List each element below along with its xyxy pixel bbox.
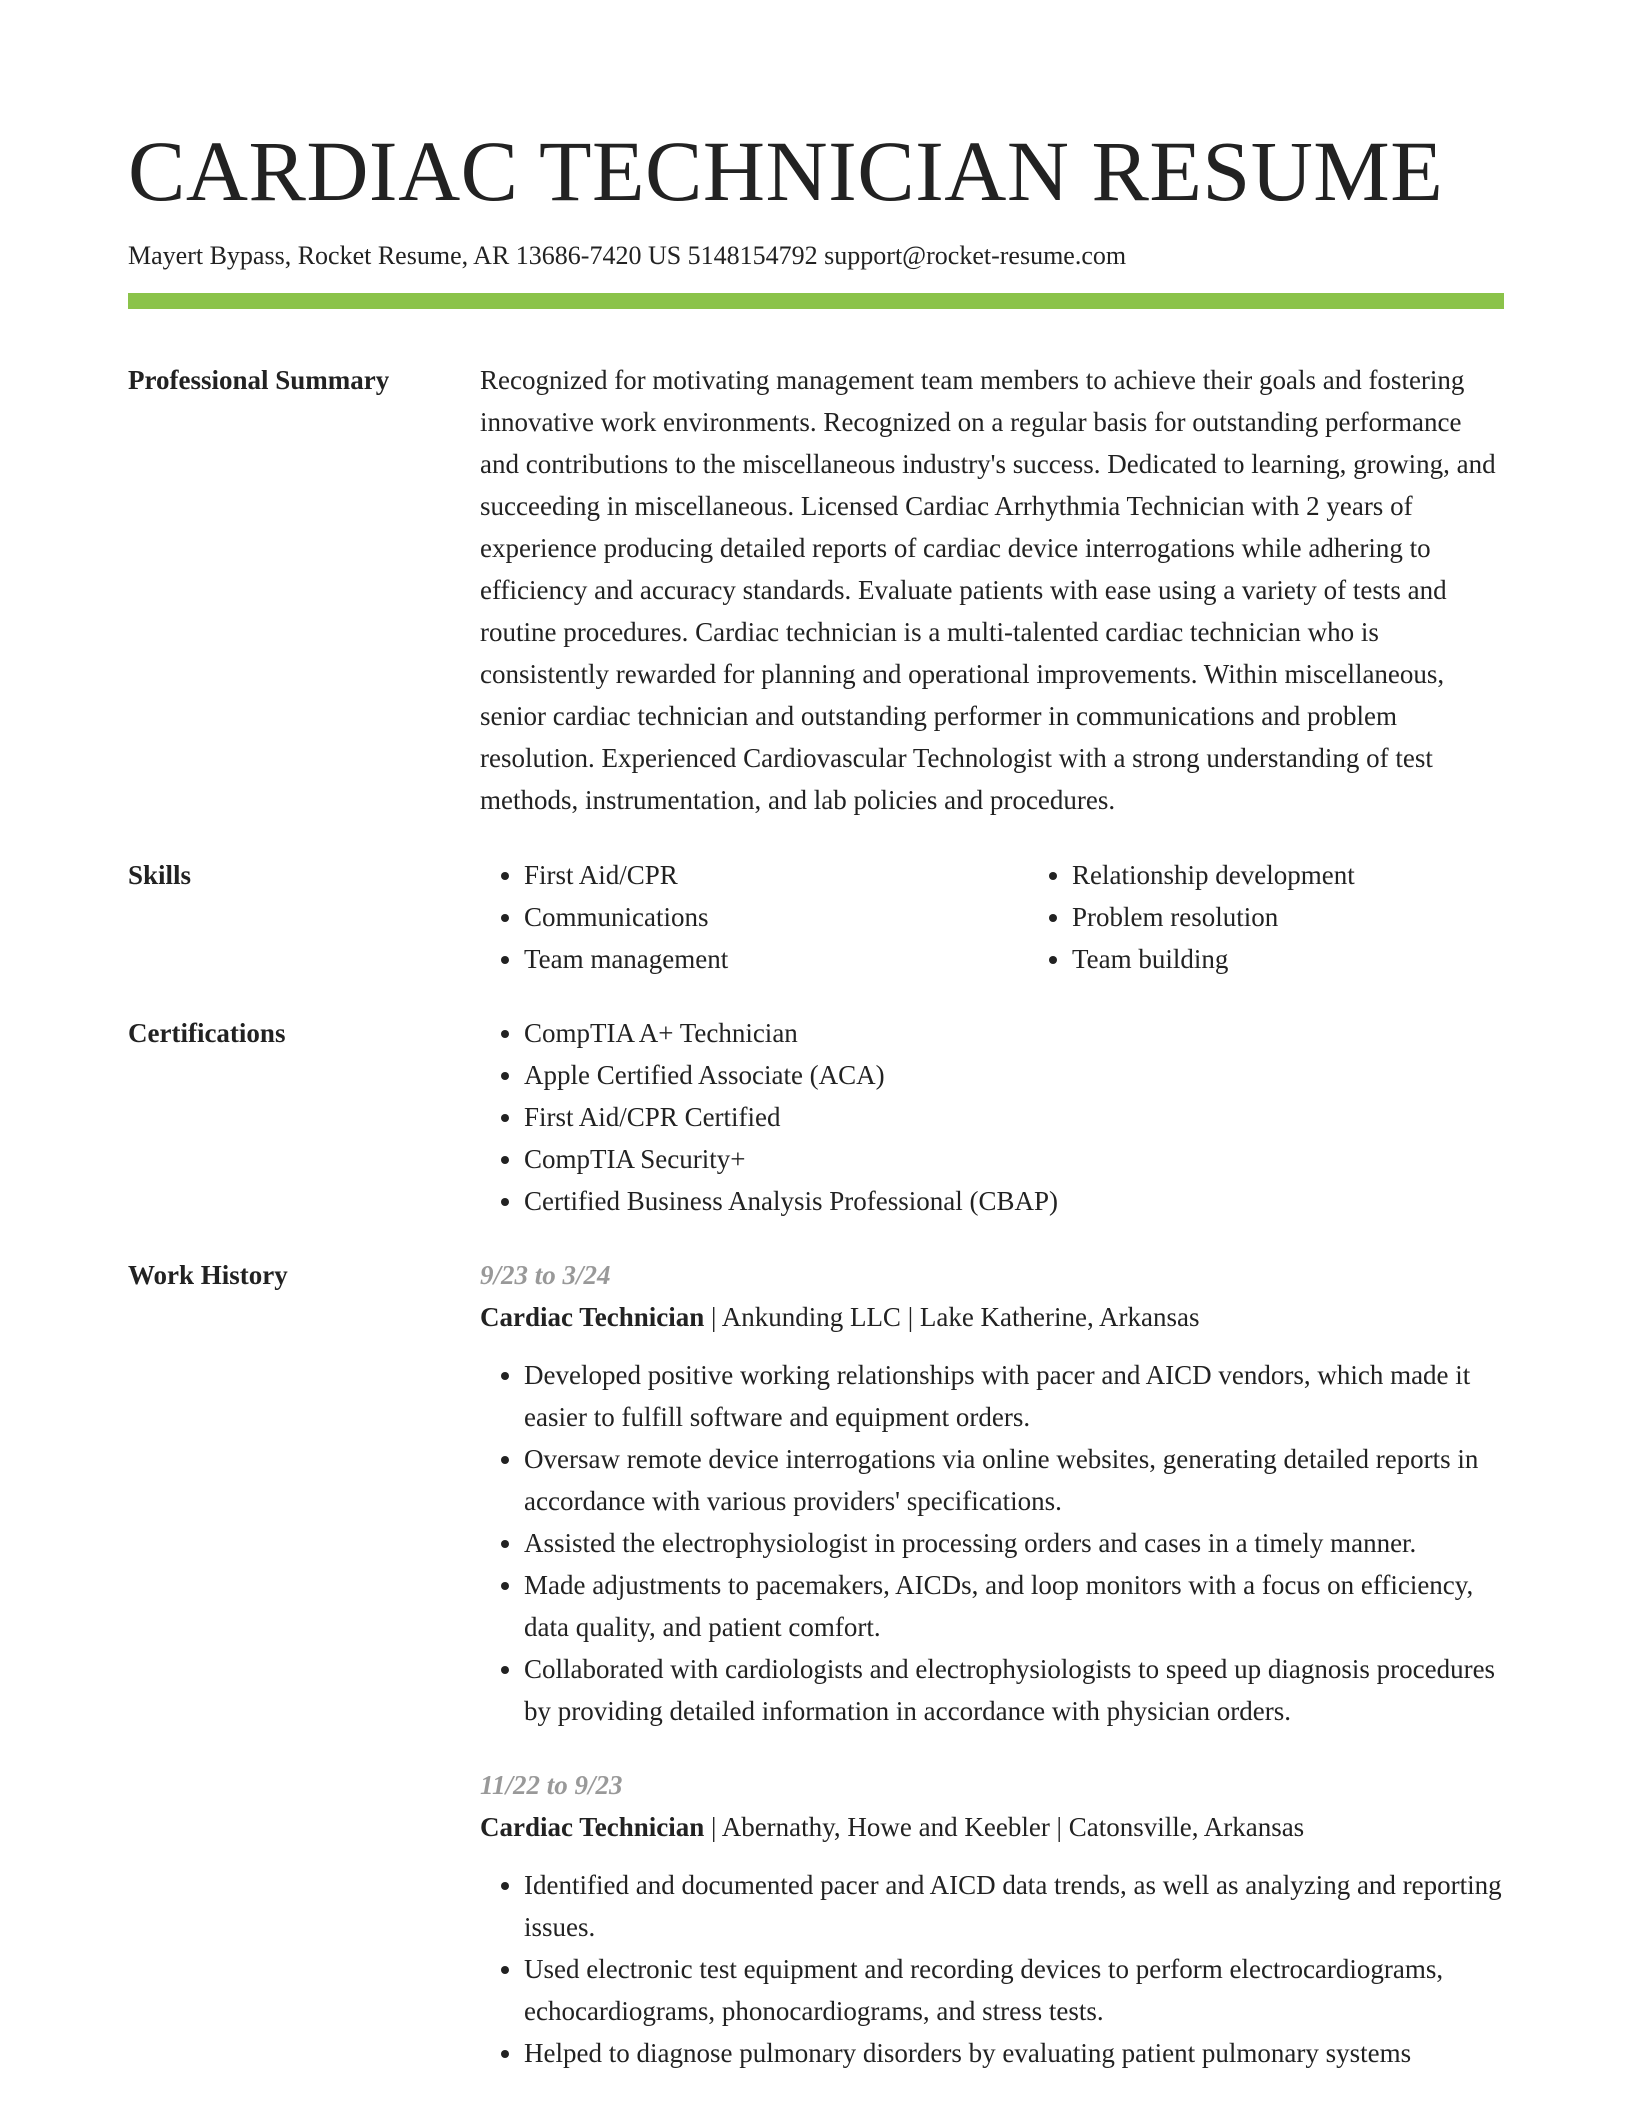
job-bullets xyxy=(480,1864,1504,2074)
list-item: • Certified Business Analysis Professional (CBAP) xyxy=(524,1180,1504,1222)
job-title: Cardiac Technician xyxy=(480,1812,705,1842)
list-item: • Team management xyxy=(524,938,1028,980)
list-item: • Communications xyxy=(524,896,1028,938)
professional-summary-section xyxy=(128,359,1504,821)
list-item: • First Aid/CPR xyxy=(524,854,1028,896)
list-item: • Developed positive working relationships with pacer and AICD vendors, which made it easier to fulfill software and equipment orders. xyxy=(524,1354,1504,1438)
list-item: • Identified and documented pacer and AICD data trends, as well as analyzing and reporting issues. xyxy=(524,1864,1504,1948)
job-details: | Ankunding LLC | Lake Katherine, Arkansas xyxy=(704,1302,1200,1332)
job-heading xyxy=(480,1806,1504,1848)
resume-title: CARDIAC TECHNICIAN RESUME xyxy=(128,123,1444,219)
job-bullets xyxy=(480,1354,1504,1732)
summary-text: Recognized for motivating management team members to achieve their goals and fostering innovative work environments. Recognized on a regular basis for outstanding performance and contributions to the miscellaneous industry's success. Dedicated to learning, growing, and succeeding in miscellaneous. Licensed Cardiac Arrhythmia Technician with 2 years of experience producing detailed reports of cardiac device interrogations while adhering to efficiency and accuracy standards. Evaluate patients with ease using a variety of tests and routine procedures. Cardiac technician is a multi-talented cardiac technician who is consistently rewarded for planning and operational improvements. Within miscellaneous, senior cardiac technician and outstanding performer in communications and problem resolution. Experienced Cardiovascular Technologist with a strong understanding of test methods, instrumentation, and lab policies and procedures. xyxy=(480,365,1496,815)
list-item: • Helped to diagnose pulmonary disorders by evaluating patient pulmonary systems xyxy=(524,2032,1504,2074)
list-item: • Made adjustments to pacemakers, AICDs, and loop monitors with a focus on efficiency, data quality, and patient comfort. xyxy=(524,1564,1504,1648)
work-history-section xyxy=(128,1254,1504,2074)
contact-line: Mayert Bypass, Rocket Resume, AR 13686-7420 US 5148154792 support@rocket-resume.com xyxy=(128,241,1127,270)
list-item: • Problem resolution xyxy=(1072,896,1576,938)
list-item: • CompTIA A+ Technician xyxy=(524,1012,1504,1054)
list-item: • Team building xyxy=(1072,938,1576,980)
list-item: • Collaborated with cardiologists and electrophysiologists to speed up diagnosis procedures by providing detailed information in accordance with physician orders. xyxy=(524,1648,1504,1732)
list-item: • CompTIA Security+ xyxy=(524,1138,1504,1180)
certifications-list xyxy=(480,1012,1504,1222)
accent-divider xyxy=(128,293,1504,309)
resume-page xyxy=(128,0,1504,2074)
skills-section xyxy=(128,854,1504,980)
job-entry xyxy=(480,1254,1504,1732)
job-title: Cardiac Technician xyxy=(480,1302,705,1332)
certifications-section xyxy=(128,1012,1504,1222)
section-label: Professional Summary xyxy=(128,365,390,395)
list-item: • Used electronic test equipment and recording devices to perform electrocardiograms, echocardiograms, phonocardiograms, and stress tests. xyxy=(524,1948,1504,2032)
section-label: Skills xyxy=(128,860,192,890)
list-item: • First Aid/CPR Certified xyxy=(524,1096,1504,1138)
section-label: Certifications xyxy=(128,1018,286,1048)
section-label: Work History xyxy=(128,1260,288,1290)
list-item: • Apple Certified Associate (ACA) xyxy=(524,1054,1504,1096)
job-dates: 11/22 to 9/23 xyxy=(480,1770,623,1800)
skills-list-left xyxy=(480,854,1028,980)
list-item: • Assisted the electrophysiologist in processing orders and cases in a timely manner. xyxy=(524,1522,1504,1564)
skills-list-right xyxy=(1028,854,1576,980)
job-details: | Abernathy, Howe and Keebler | Catonsville, Arkansas xyxy=(704,1812,1305,1842)
job-entry xyxy=(480,1764,1504,2074)
job-heading xyxy=(480,1296,1504,1338)
list-item: • Oversaw remote device interrogations via online websites, generating detailed reports in accordance with various providers' specifications. xyxy=(524,1438,1504,1522)
list-item: • Relationship development xyxy=(1072,854,1576,896)
job-dates: 9/23 to 3/24 xyxy=(480,1260,611,1290)
